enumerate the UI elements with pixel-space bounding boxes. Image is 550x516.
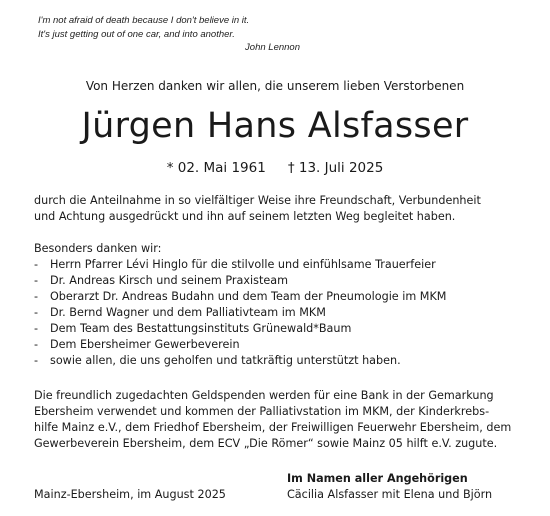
death-date: † 13. Juli 2025 — [287, 160, 384, 176]
family-names: Cäcilia Alsfasser mit Elena und Björn — [287, 488, 493, 501]
special-thanks-section — [34, 241, 524, 369]
list-item — [34, 321, 524, 337]
list-item-text: Dem Team des Bestattungsinstituts Grünewald*Baum — [50, 322, 352, 335]
list-item — [34, 337, 524, 353]
quote-author: John Lennon — [245, 42, 300, 53]
donations-line-1: Die freundlich zugedachten Geldspenden werden für eine Bank in der Gemarkung — [34, 389, 494, 402]
list-dash: - — [34, 258, 39, 271]
list-item-text: Dr. Andreas Kirsch und seinem Praxisteam — [50, 274, 288, 287]
list-item — [34, 353, 524, 369]
epigraph-quote — [38, 14, 338, 55]
special-thanks-heading: Besonders danken wir: — [34, 242, 162, 255]
birth-date: * 02. Mai 1961 — [166, 160, 266, 176]
quote-line-2: It's just getting out of one car, and into another. — [38, 28, 235, 40]
donations-paragraph — [34, 388, 524, 452]
list-item-text: sowie allen, die uns geholfen und tatkräftig unterstützt haben. — [50, 354, 401, 367]
intro-text: Von Herzen danken wir allen, die unserem lieben Verstorbenen — [85, 79, 465, 93]
deceased-name: Jürgen Hans Alsfasser — [81, 106, 469, 146]
list-item — [34, 273, 524, 289]
list-dash: - — [34, 354, 39, 367]
donations-line-3: hilfe Mainz e.V., dem Friedhof Ebersheim, der Freiwilligen Feuerwehr Ebersheim, dem — [34, 421, 512, 434]
donations-line-4: Gewerbeverein Ebersheim, dem ECV „Die Römer“ sowie Mainz 05 hilft e.V. zugute. — [34, 437, 498, 450]
place-and-date: Mainz-Ebersheim, im August 2025 — [34, 488, 226, 501]
thanks-line-1: durch die Anteilnahme in so vielfältiger Weise ihre Freundschaft, Verbundenheit — [34, 194, 481, 207]
list-dash: - — [34, 274, 39, 287]
donations-line-2: Ebersheim verwendet und kommen der Palliativstation im MKM, der Kinderkrebs- — [34, 405, 490, 418]
list-item — [34, 289, 524, 305]
life-dates — [0, 159, 550, 177]
list-item-text: Dr. Bernd Wagner und dem Palliativteam im MKM — [50, 306, 326, 319]
signature-block — [287, 471, 492, 503]
list-dash: - — [34, 306, 39, 319]
quote-line-1: I'm not afraid of death because I don't believe in it. — [38, 15, 250, 26]
list-dash: - — [34, 290, 39, 303]
list-item — [34, 305, 524, 321]
list-item-text: Herrn Pfarrer Lévi Hinglo für die stilvolle und einfühlsame Trauerfeier — [50, 258, 436, 271]
on-behalf-label: Im Namen aller Angehörigen — [287, 472, 468, 485]
special-thanks-list — [34, 257, 524, 369]
list-item — [34, 257, 524, 273]
list-item-text: Oberarzt Dr. Andreas Budahn und dem Team der Pneumologie im MKM — [50, 290, 447, 303]
list-dash: - — [34, 338, 39, 351]
list-dash: - — [34, 322, 39, 335]
list-item-text: Dem Ebersheimer Gewerbeverein — [50, 338, 240, 351]
thanks-paragraph — [34, 193, 524, 225]
thanks-line-2: und Achtung ausgedrückt und ihn auf seinem letzten Weg begleitet haben. — [34, 210, 456, 223]
